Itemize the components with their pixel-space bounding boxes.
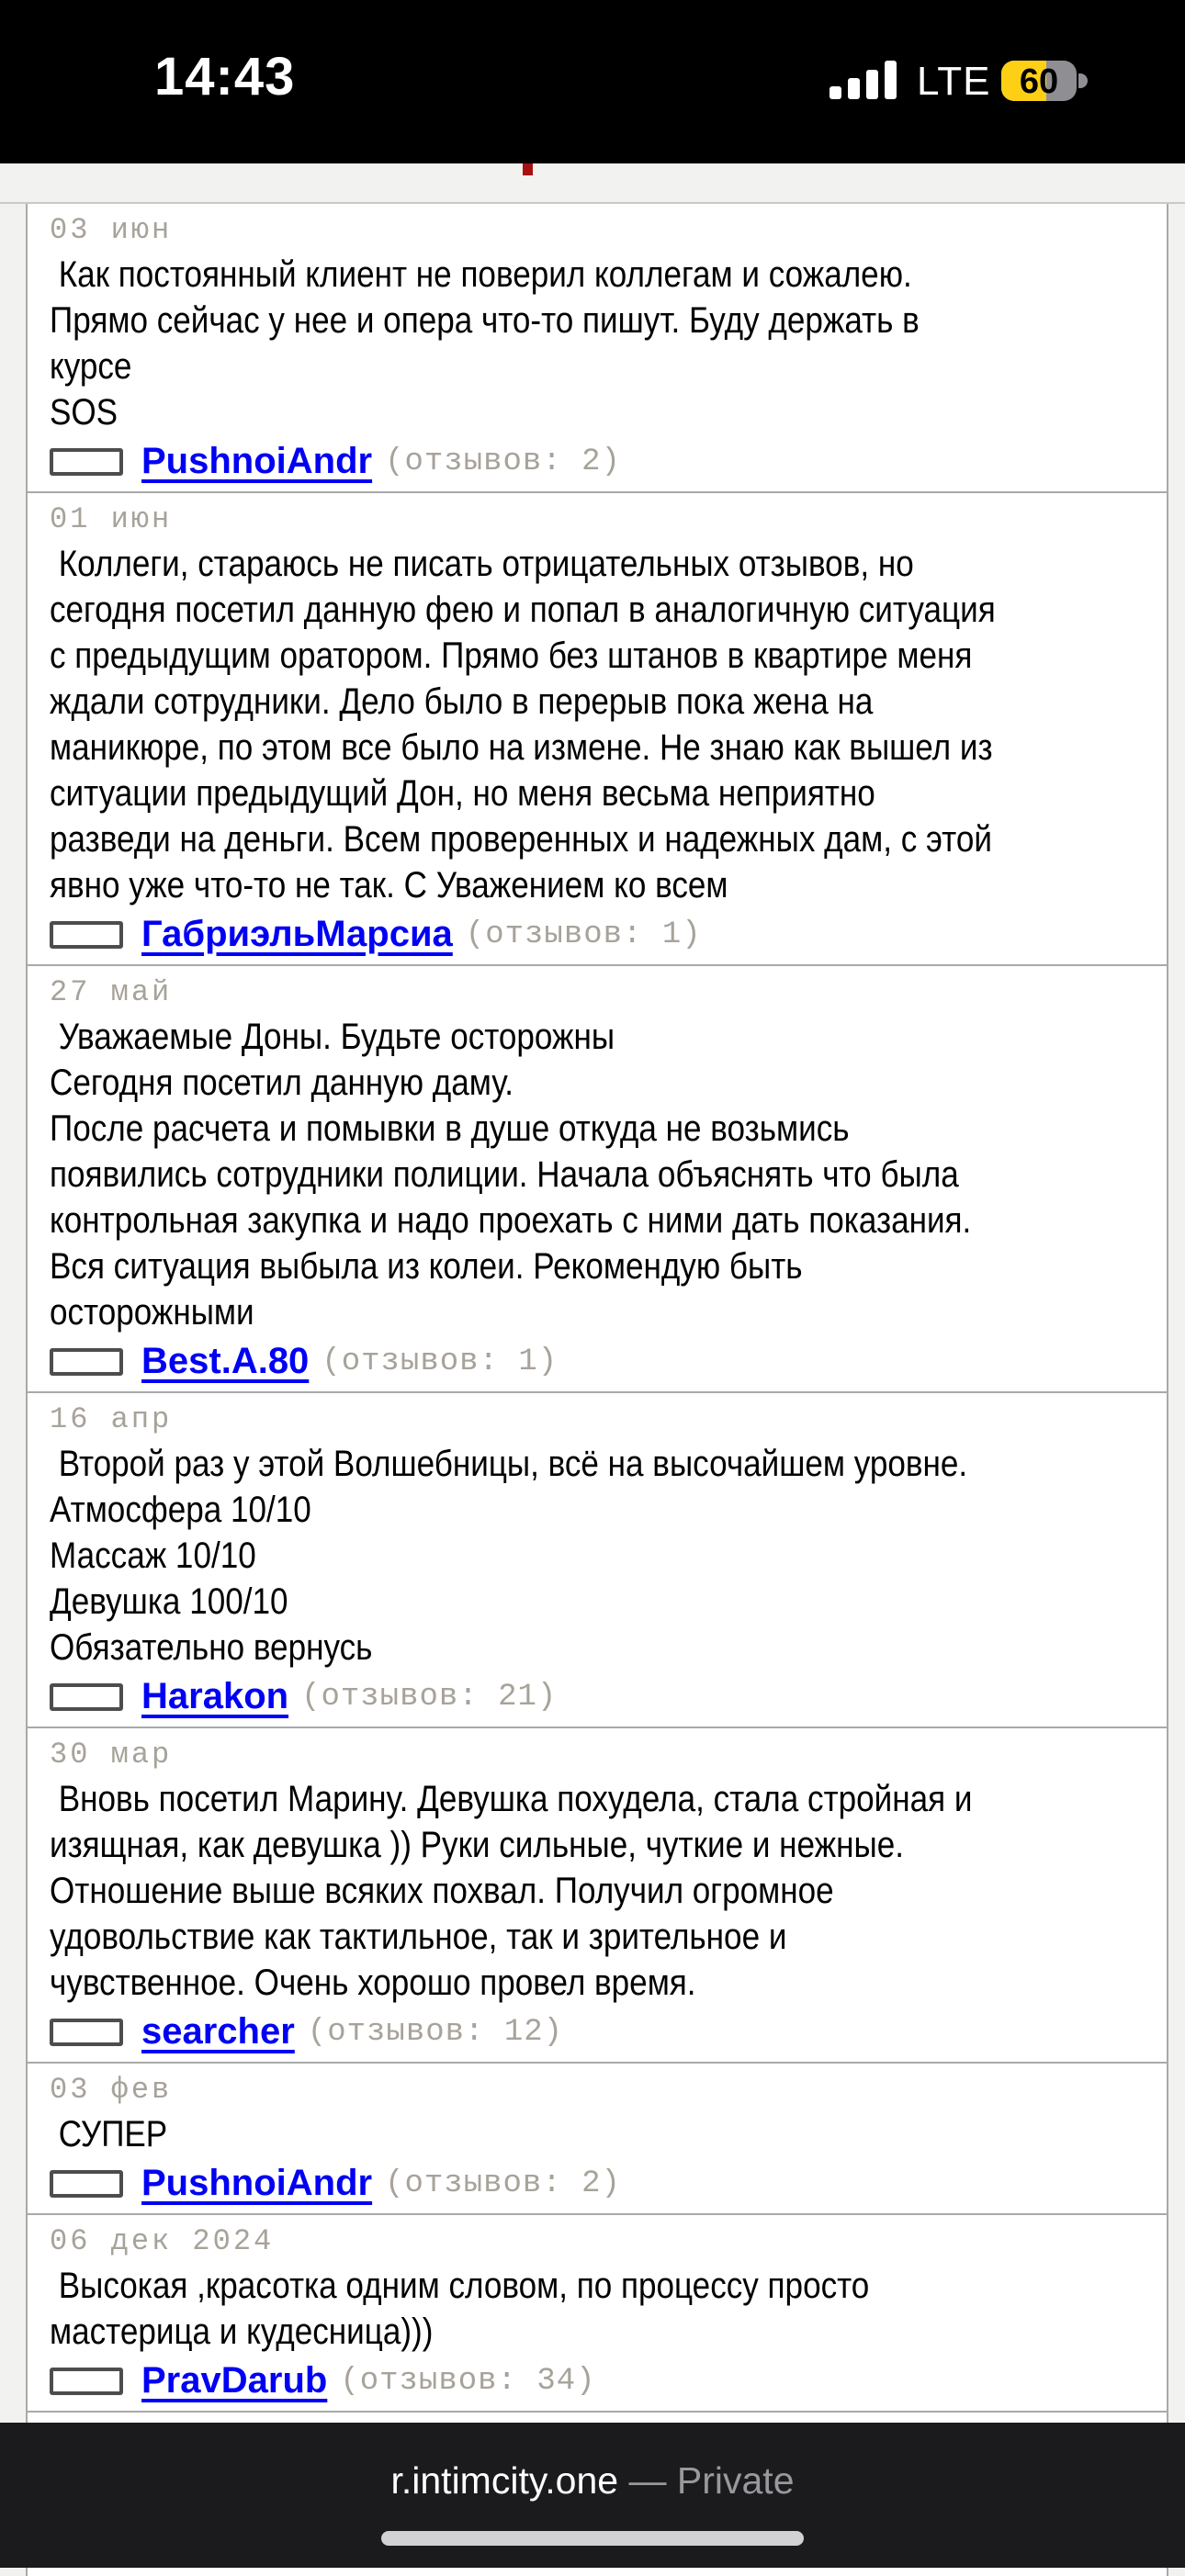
review-text-line: Отношение выше всяких похвал. Получил огромное	[50, 1871, 834, 1911]
top-divider	[0, 202, 1185, 204]
scrolled-heading-fragment	[523, 163, 533, 175]
home-indicator[interactable]	[381, 2531, 804, 2546]
reputation-bar-icon	[50, 1683, 123, 1711]
review-card	[28, 2064, 1167, 2215]
review-text-line: ждали сотрудники. Дело было в перерыв пока жена на	[50, 681, 874, 722]
review-text-line: Массаж 10/10	[50, 1535, 256, 1576]
review-text-line: осторожными	[50, 1292, 254, 1333]
safari-bottom-toolbar	[0, 2423, 1185, 2568]
review-text	[50, 1776, 1157, 2006]
review-text-line: курсе	[50, 346, 132, 387]
battery-percent-label: 60	[1019, 62, 1059, 101]
review-date: 27 май	[50, 975, 173, 1009]
author-review-count: (отзывов: 34)	[340, 2363, 596, 2399]
review-text-line: Обязательно вернусь	[50, 1627, 373, 1668]
reviews-list	[26, 204, 1168, 2576]
review-card	[28, 204, 1167, 493]
clock: 14:43	[154, 47, 296, 107]
reputation-bar-icon	[50, 921, 123, 949]
author-link[interactable]: Harakon	[141, 1676, 289, 1716]
review-card	[28, 2215, 1167, 2413]
review-text-line: Прямо сейчас у нее и опера что-то пишут. Буду держать в	[50, 300, 920, 341]
review-text-line: Вся ситуация выбыла из колеи. Рекомендую быть	[50, 1246, 803, 1287]
review-author-row	[50, 2163, 1157, 2204]
author-link[interactable]: Best.A.80	[141, 1341, 310, 1381]
address-url: r.intimcity.one	[390, 2459, 619, 2502]
reputation-bar-icon	[50, 448, 123, 476]
review-date: 06 дек 2024	[50, 2224, 275, 2258]
review-card	[28, 493, 1167, 966]
review-text-line: с предыдущим оратором. Прямо без штанов в квартире меня	[50, 636, 973, 676]
reputation-bar-icon	[50, 1348, 123, 1376]
address-bar[interactable]	[0, 2459, 1185, 2503]
review-date: 01 июн	[50, 502, 173, 536]
review-text	[50, 2263, 1157, 2355]
network-type-label: LTE	[917, 59, 991, 104]
review-text-line: Вновь посетил Марину. Девушка похудела, стала стройная и	[50, 1779, 973, 1819]
author-review-count: (отзывов: 21)	[301, 1679, 558, 1715]
review-text	[50, 1441, 1157, 1670]
signal-bars-icon	[830, 57, 903, 99]
review-text-line: мастерица и кудесница)))	[50, 2312, 434, 2352]
review-card	[28, 1728, 1167, 2064]
review-author-row	[50, 2011, 1157, 2053]
review-text-line: Коллеги, стараюсь не писать отрицательных отзывов, но	[50, 544, 914, 584]
review-text-line: Атмосфера 10/10	[50, 1490, 311, 1530]
review-text-line: Девушка 100/10	[50, 1581, 288, 1622]
review-text	[50, 541, 1157, 908]
review-card	[28, 966, 1167, 1393]
address-separator: —	[618, 2459, 677, 2502]
review-date: 03 июн	[50, 213, 173, 247]
review-author-row	[50, 441, 1157, 482]
reputation-bar-icon	[50, 2368, 123, 2395]
author-review-count: (отзывов: 1)	[322, 1344, 559, 1379]
review-author-row	[50, 914, 1157, 955]
author-link[interactable]: ГабриэльМарсиа	[141, 914, 453, 954]
review-date: 16 апр	[50, 1402, 173, 1436]
review-card	[28, 1393, 1167, 1728]
review-date: 03 фев	[50, 2073, 173, 2107]
reputation-bar-icon	[50, 2019, 123, 2046]
review-text-line: Второй раз у этой Волшебницы, всё на высочайшем уровне.	[50, 1444, 968, 1484]
review-author-row	[50, 2360, 1157, 2402]
battery-cap	[1078, 73, 1088, 88]
review-text-line: чувственное. Очень хорошо провел время.	[50, 1963, 696, 2003]
author-review-count: (отзывов: 12)	[307, 2014, 564, 2050]
review-text-line: Как постоянный клиент не поверил коллегам и сожалею.	[50, 254, 912, 295]
review-text-line: появились сотрудники полиции. Начала объяснять что была	[50, 1154, 959, 1195]
review-text-line: маникюре, по этом все было на измене. Не знаю как вышел из	[50, 727, 993, 768]
status-bar	[0, 0, 1185, 163]
reputation-bar-icon	[50, 2170, 123, 2198]
review-text-line: Уважаемые Доны. Будьте осторожны	[50, 1017, 615, 1057]
review-author-row	[50, 1341, 1157, 1382]
review-text-line: контрольная закупка и надо проехать с ними дать показания.	[50, 1200, 972, 1241]
review-text	[50, 1014, 1157, 1335]
page-top-strip	[0, 163, 1185, 204]
review-author-row	[50, 1676, 1157, 1717]
author-review-count: (отзывов: 2)	[385, 2165, 621, 2201]
review-text-line: сегодня посетил данную фею и попал в аналогичную ситуация	[50, 590, 996, 630]
author-review-count: (отзывов: 1)	[465, 917, 702, 952]
review-text-line: явно уже что-то не так. С Уважением ко всем	[50, 865, 728, 906]
review-text-line: После расчета и помывки в душе откуда не возьмись	[50, 1108, 850, 1149]
review-text-line: изящная, как девушка )) Руки сильные, чуткие и нежные.	[50, 1825, 904, 1865]
review-text-line: Сегодня посетил данную даму.	[50, 1063, 514, 1103]
review-date: 30 мар	[50, 1738, 173, 1772]
review-text	[50, 252, 1157, 435]
author-link[interactable]: PushnoiAndr	[141, 441, 373, 481]
review-text	[50, 2111, 1157, 2157]
author-review-count: (отзывов: 2)	[385, 444, 621, 479]
review-text-line: SOS	[50, 392, 118, 433]
review-text-line: Высокая ,красотка одним словом, по процессу просто	[50, 2266, 870, 2306]
author-link[interactable]: PushnoiAndr	[141, 2163, 373, 2203]
private-mode-label: Private	[676, 2459, 795, 2502]
author-link[interactable]: searcher	[141, 2011, 295, 2052]
author-link[interactable]: PravDarub	[141, 2360, 328, 2401]
review-text-line: СУПЕР	[50, 2114, 168, 2154]
review-text-line: разведи на деньги. Всем проверенных и надежных дам, с этой	[50, 819, 992, 860]
review-text-line: ситуации предыдущий Дон, но меня весьма неприятно	[50, 773, 875, 814]
review-text-line: удовольствие как тактильное, так и зрительное и	[50, 1917, 787, 1957]
